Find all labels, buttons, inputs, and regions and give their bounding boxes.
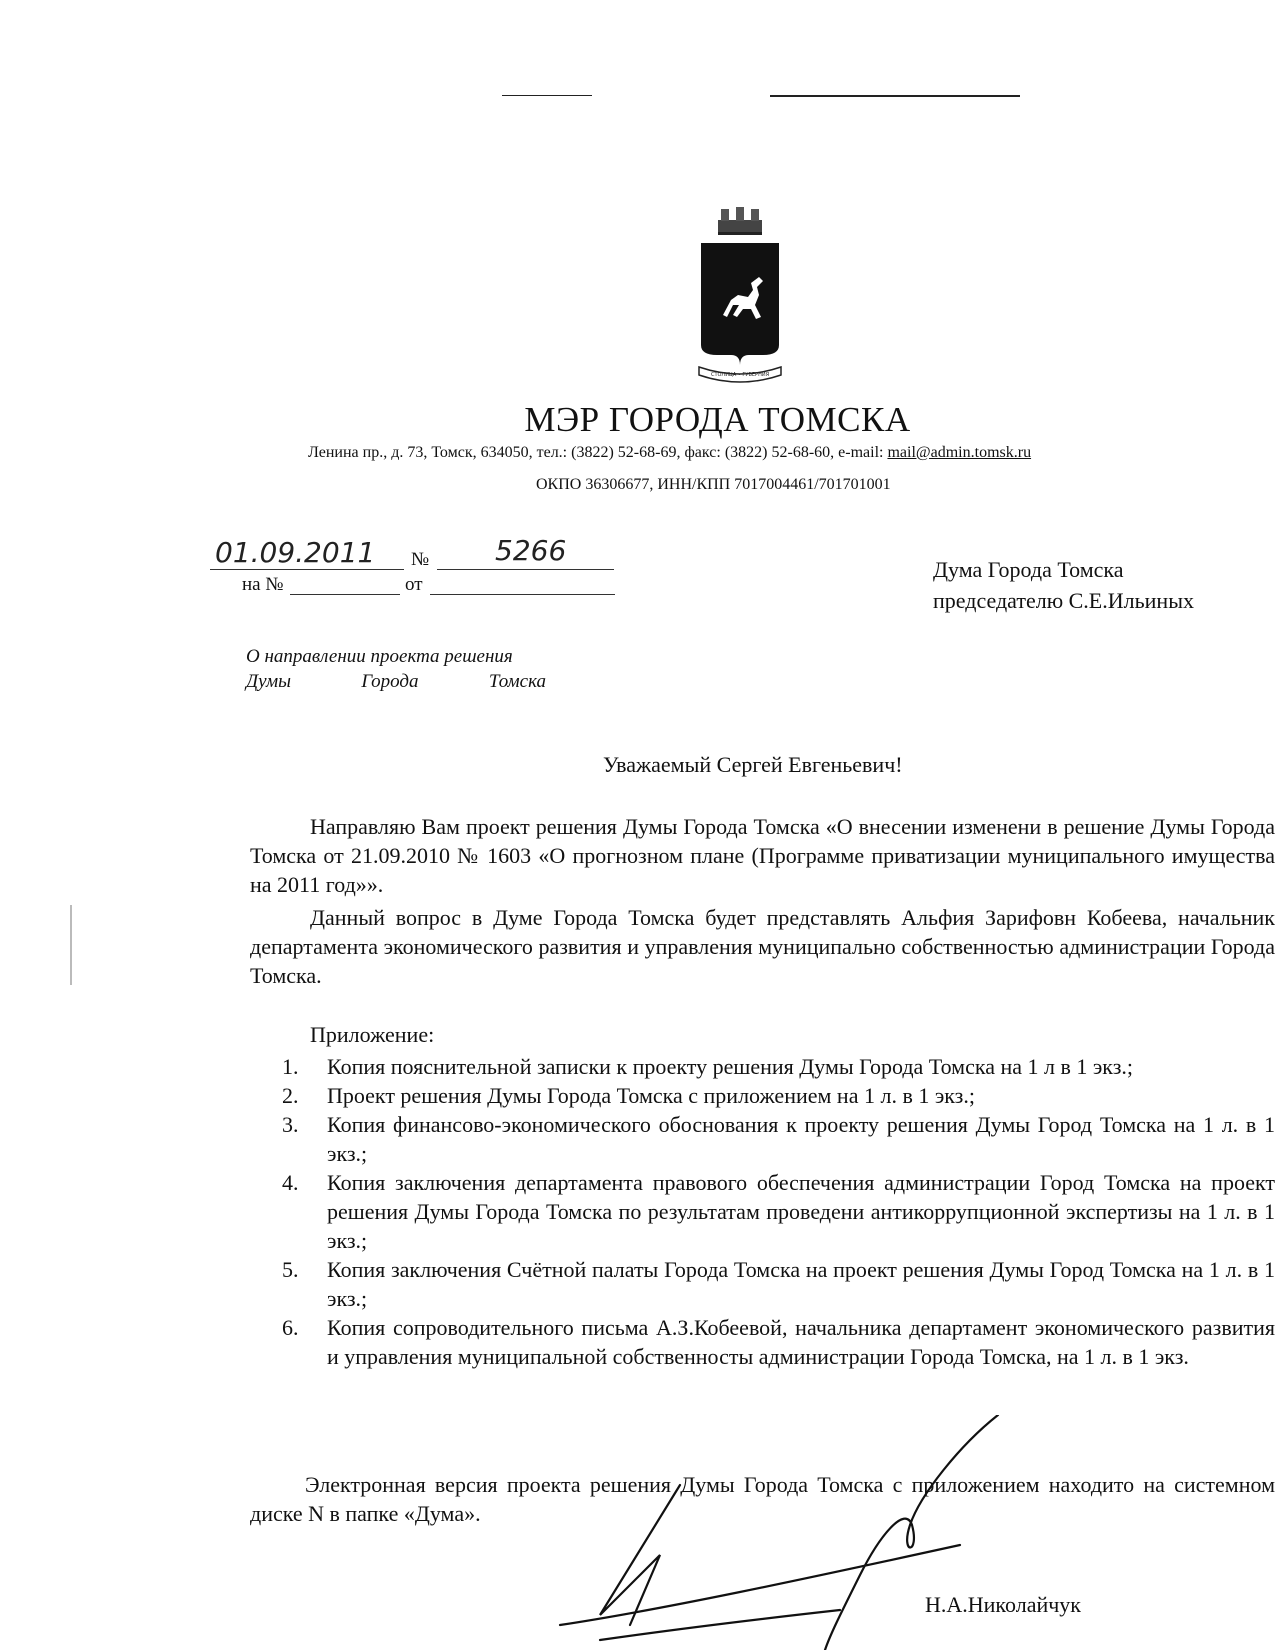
addressee-line1: Дума Города Томска: [933, 557, 1124, 582]
reg-number-line: [437, 569, 614, 570]
addressee-line2: председателю С.Е.Ильиных: [933, 588, 1194, 613]
list-item-text: Копия заключения Счётной палаты Города Томска на проект решения Думы Город Томска на 1 л. в 1 экз.;: [327, 1257, 1275, 1311]
list-item: [282, 1110, 1275, 1168]
reg-no-label: №: [411, 549, 430, 570]
list-item-text: Проект решения Думы Города Томска с приложением на 1 л. в 1 экз.;: [327, 1083, 975, 1108]
okpo-line: ОКПО 36306677, ИНН/КПП 7017004461/701701001: [536, 476, 891, 493]
list-item-number: 4.: [282, 1170, 299, 1195]
list-item-number: 6.: [282, 1315, 299, 1340]
list-item-text: Копия финансово-экономического обоснования к проекту решения Думы Город Томска на 1 л. в 1 экз.;: [327, 1112, 1275, 1166]
list-item-text: Копия заключения департамента правового обеспечения администрации Город Томска на проект решения Думы Города Томска по результатам проведени антикоррупционной экспертизы на 1 л. в 1 экз.;: [327, 1170, 1275, 1253]
paragraph-1: Направляю Вам проект решения Думы Города Томска «О внесении изменени в решение Думы Города Томска от 21.09.2010 № 1603 «О прогнозном плане (Программе приватизации муниципального имущества на 2011 год»».: [250, 814, 1275, 897]
greeting: Уважаемый Сергей Евгеньевич!: [603, 752, 903, 777]
reg-date-line: [210, 569, 404, 570]
scan-edge-mark: [70, 905, 72, 985]
paragraph-2: Данный вопрос в Думе Города Томска будет представлять Альфия Зарифовн Кобеева, начальник департамента экономического развития и управления муниципально собственностью администрации Города Томска.: [250, 905, 1275, 988]
scan-top-rule-left: [502, 95, 592, 96]
list-item: [282, 1313, 1275, 1371]
list-item: [282, 1052, 1275, 1081]
list-item: [282, 1081, 1275, 1110]
appendix-label: Приложение:: [310, 1022, 435, 1047]
subject-word1: Думы: [246, 671, 292, 692]
tomsk-coat-of-arms-icon: [693, 205, 787, 395]
contact-address: Ленина пр., д. 73, Томск, 634050, тел.: (3822) 52-68-69, факс: (3822) 52-68-60, e-mail:: [308, 444, 888, 461]
subject-line1: О направлении проекта решения: [246, 646, 513, 667]
subject-word2: Города: [361, 671, 419, 692]
list-item-number: 5.: [282, 1257, 299, 1282]
list-item-text: Копия пояснительной записки к проекту решения Думы Города Томска на 1 л в 1 экз.;: [327, 1054, 1134, 1079]
list-item: [282, 1168, 1275, 1255]
subject-line2: [246, 669, 546, 694]
paragraph-3: Электронная версия проекта решения Думы Города Томска с приложением находито на системном диске N в папке «Дума».: [250, 1472, 1275, 1526]
reg-date: 01.09.2011: [215, 536, 376, 569]
reg-number: 5266: [495, 534, 567, 567]
list-item-number: 1.: [282, 1054, 299, 1079]
emblem-motto: СТОЛИЦА • ГУБЕРНИЯ: [710, 372, 770, 378]
signer-name: Н.А.Николайчук: [925, 1592, 1081, 1617]
list-item-number: 3.: [282, 1112, 299, 1137]
ref-from-line: [430, 594, 615, 595]
scan-top-rule-right: [770, 95, 1020, 97]
ref-no-label: на №: [242, 574, 284, 595]
ref-no-line: [290, 594, 400, 595]
list-item: [282, 1255, 1275, 1313]
addressee: [933, 554, 1194, 616]
contact-email-link[interactable]: mail@admin.tomsk.ru: [887, 444, 1032, 461]
list-item-number: 2.: [282, 1083, 299, 1108]
subject: [246, 644, 546, 694]
appendix-list: [282, 1052, 1275, 1371]
contact-line: [308, 444, 1031, 462]
ref-from-label: от: [405, 574, 423, 595]
list-item-text: Копия сопроводительного письма А.З.Кобеевой, начальника департамент экономического развития и управления муниципальной собственносты администрации Города Томска, на 1 л. в 1 экз.: [327, 1315, 1275, 1369]
org-title: МЭР ГОРОДА ТОМСКА: [524, 400, 911, 439]
subject-word3: Томска: [488, 671, 546, 692]
